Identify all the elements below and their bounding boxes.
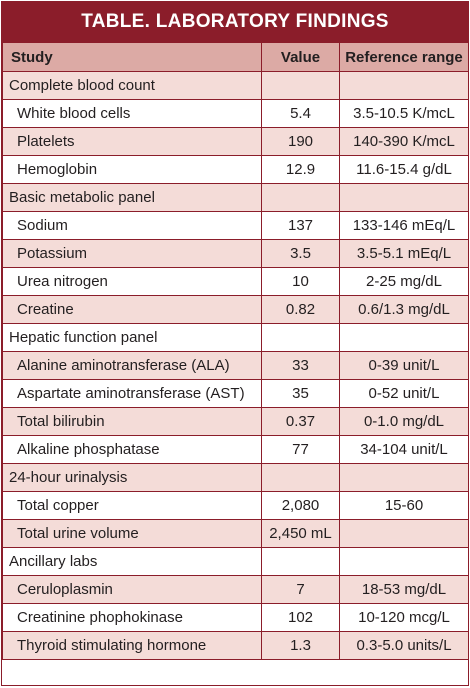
study-name-cell: White blood cells bbox=[3, 100, 262, 128]
table-row bbox=[3, 296, 469, 324]
value-cell bbox=[262, 548, 340, 576]
table-row bbox=[3, 240, 469, 268]
section-label: Basic metabolic panel bbox=[3, 184, 262, 212]
reference-range-cell: 18-53 mg/dL bbox=[340, 576, 469, 604]
reference-range-cell bbox=[340, 324, 469, 352]
value-cell: 0.37 bbox=[262, 408, 340, 436]
value-cell: 137 bbox=[262, 212, 340, 240]
table-body bbox=[3, 72, 469, 660]
lab-findings-table bbox=[1, 1, 469, 686]
reference-range-cell: 133-146 mEq/L bbox=[340, 212, 469, 240]
column-header-reference: Reference range bbox=[340, 43, 469, 72]
value-cell bbox=[262, 464, 340, 492]
table-row bbox=[3, 212, 469, 240]
value-cell: 1.3 bbox=[262, 632, 340, 660]
table-row bbox=[3, 632, 469, 660]
study-name-cell: Urea nitrogen bbox=[3, 268, 262, 296]
section-row bbox=[3, 184, 469, 212]
table-row bbox=[3, 268, 469, 296]
reference-range-cell: 140-390 K/mcL bbox=[340, 128, 469, 156]
table-row bbox=[3, 128, 469, 156]
table-row bbox=[3, 436, 469, 464]
study-name-cell: Ceruloplasmin bbox=[3, 576, 262, 604]
section-label: 24-hour urinalysis bbox=[3, 464, 262, 492]
section-row bbox=[3, 464, 469, 492]
value-cell: 33 bbox=[262, 352, 340, 380]
reference-range-cell bbox=[340, 548, 469, 576]
reference-range-cell bbox=[340, 464, 469, 492]
value-cell: 10 bbox=[262, 268, 340, 296]
table-row bbox=[3, 352, 469, 380]
section-label: Ancillary labs bbox=[3, 548, 262, 576]
reference-range-cell: 34-104 unit/L bbox=[340, 436, 469, 464]
study-name-cell: Alanine aminotransferase (ALA) bbox=[3, 352, 262, 380]
reference-range-cell: 3.5-10.5 K/mcL bbox=[340, 100, 469, 128]
study-name-cell: Sodium bbox=[3, 212, 262, 240]
reference-range-cell bbox=[340, 72, 469, 100]
header-row bbox=[3, 43, 469, 72]
value-cell: 7 bbox=[262, 576, 340, 604]
study-name-cell: Potassium bbox=[3, 240, 262, 268]
reference-range-cell: 11.6-15.4 g/dL bbox=[340, 156, 469, 184]
value-cell: 5.4 bbox=[262, 100, 340, 128]
table-title: TABLE. LABORATORY FINDINGS bbox=[2, 2, 468, 42]
study-name-cell: Total urine volume bbox=[3, 520, 262, 548]
table-row bbox=[3, 492, 469, 520]
reference-range-cell: 2-25 mg/dL bbox=[340, 268, 469, 296]
table-row bbox=[3, 604, 469, 632]
reference-range-cell: 0-1.0 mg/dL bbox=[340, 408, 469, 436]
reference-range-cell: 0-52 unit/L bbox=[340, 380, 469, 408]
value-cell bbox=[262, 184, 340, 212]
value-cell: 0.82 bbox=[262, 296, 340, 324]
reference-range-cell: 0.3-5.0 units/L bbox=[340, 632, 469, 660]
value-cell: 190 bbox=[262, 128, 340, 156]
reference-range-cell: 10-120 mcg/L bbox=[340, 604, 469, 632]
study-name-cell: Alkaline phosphatase bbox=[3, 436, 262, 464]
reference-range-cell: 0-39 unit/L bbox=[340, 352, 469, 380]
study-name-cell: Hemoglobin bbox=[3, 156, 262, 184]
reference-range-cell: 3.5-5.1 mEq/L bbox=[340, 240, 469, 268]
column-header-study: Study bbox=[3, 43, 262, 72]
lab-table bbox=[2, 42, 469, 660]
value-cell: 77 bbox=[262, 436, 340, 464]
study-name-cell: Creatine bbox=[3, 296, 262, 324]
section-row bbox=[3, 324, 469, 352]
reference-range-cell: 0.6/1.3 mg/dL bbox=[340, 296, 469, 324]
value-cell bbox=[262, 72, 340, 100]
reference-range-cell bbox=[340, 520, 469, 548]
section-label: Complete blood count bbox=[3, 72, 262, 100]
reference-range-cell: 15-60 bbox=[340, 492, 469, 520]
value-cell: 3.5 bbox=[262, 240, 340, 268]
study-name-cell: Creatinine phophokinase bbox=[3, 604, 262, 632]
table-row bbox=[3, 520, 469, 548]
section-label: Hepatic function panel bbox=[3, 324, 262, 352]
table-row bbox=[3, 380, 469, 408]
value-cell: 2,450 mL bbox=[262, 520, 340, 548]
study-name-cell: Platelets bbox=[3, 128, 262, 156]
study-name-cell: Total bilirubin bbox=[3, 408, 262, 436]
table-row bbox=[3, 156, 469, 184]
table-row bbox=[3, 408, 469, 436]
table-row bbox=[3, 576, 469, 604]
value-cell: 35 bbox=[262, 380, 340, 408]
section-row bbox=[3, 548, 469, 576]
value-cell: 2,080 bbox=[262, 492, 340, 520]
value-cell bbox=[262, 324, 340, 352]
reference-range-cell bbox=[340, 184, 469, 212]
study-name-cell: Total copper bbox=[3, 492, 262, 520]
study-name-cell: Aspartate aminotransferase (AST) bbox=[3, 380, 262, 408]
section-row bbox=[3, 72, 469, 100]
table-row bbox=[3, 100, 469, 128]
value-cell: 102 bbox=[262, 604, 340, 632]
study-name-cell: Thyroid stimulating hormone bbox=[3, 632, 262, 660]
column-header-value: Value bbox=[262, 43, 340, 72]
value-cell: 12.9 bbox=[262, 156, 340, 184]
